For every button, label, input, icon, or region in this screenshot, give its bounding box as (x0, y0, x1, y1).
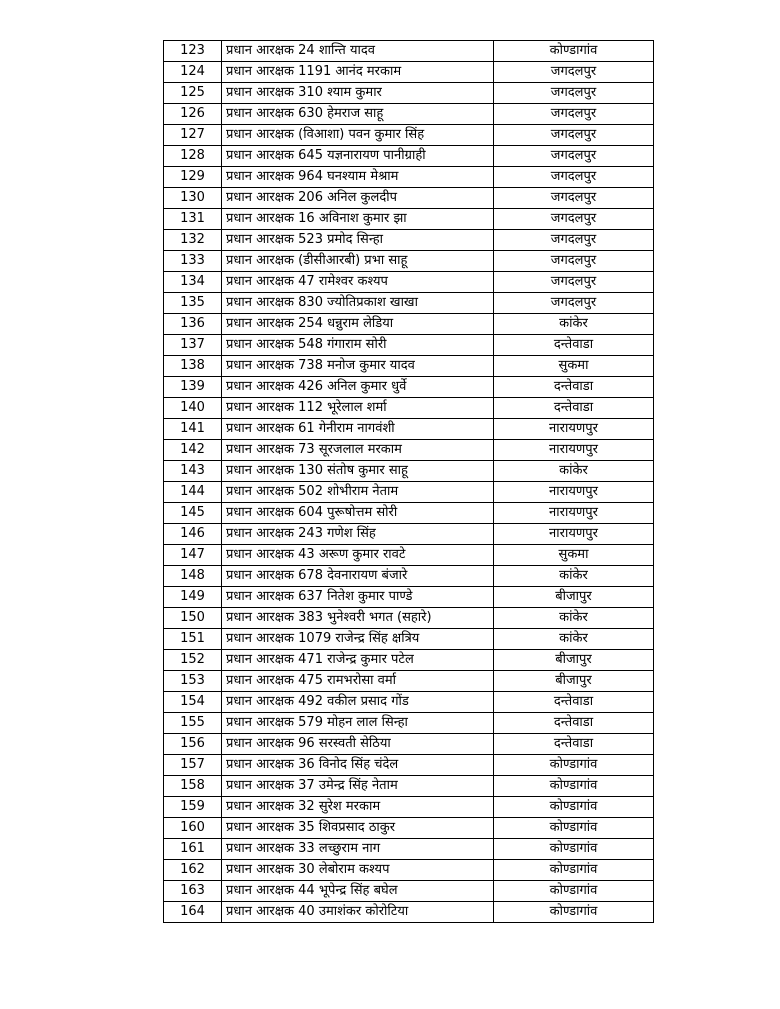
district-cell: कोण्डागांव (494, 860, 654, 881)
serial-number-cell: 128 (164, 146, 222, 167)
designation-name-cell: प्रधान आरक्षक 475 रामभरोसा वर्मा (222, 671, 494, 692)
designation-name-cell: प्रधान आरक्षक 243 गणेश सिंह (222, 524, 494, 545)
district-cell: बीजापुर (494, 587, 654, 608)
district-cell: जगदलपुर (494, 251, 654, 272)
serial-number-cell: 144 (164, 482, 222, 503)
table-row (164, 650, 654, 671)
table-row (164, 167, 654, 188)
serial-number-cell: 147 (164, 545, 222, 566)
designation-name-cell: प्रधान आरक्षक 96 सरस्वती सेठिया (222, 734, 494, 755)
table-row (164, 524, 654, 545)
serial-number-cell: 135 (164, 293, 222, 314)
designation-name-cell: प्रधान आरक्षक 32 सुरेश मरकाम (222, 797, 494, 818)
district-cell: जगदलपुर (494, 293, 654, 314)
designation-name-cell: प्रधान आरक्षक 37 उमेन्द्र सिंह नेताम (222, 776, 494, 797)
personnel-table (163, 40, 654, 923)
serial-number-cell: 138 (164, 356, 222, 377)
designation-name-cell: प्रधान आरक्षक 36 विनोद सिंह चंदेल (222, 755, 494, 776)
table-row (164, 314, 654, 335)
district-cell: दन्तेवाडा (494, 713, 654, 734)
serial-number-cell: 159 (164, 797, 222, 818)
designation-name-cell: प्रधान आरक्षक 502 शोभीराम नेताम (222, 482, 494, 503)
district-cell: कोण्डागांव (494, 797, 654, 818)
district-cell: दन्तेवाडा (494, 335, 654, 356)
table-row (164, 251, 654, 272)
serial-number-cell: 150 (164, 608, 222, 629)
table-row (164, 839, 654, 860)
designation-name-cell: प्रधान आरक्षक 964 घनश्याम मेश्राम (222, 167, 494, 188)
serial-number-cell: 126 (164, 104, 222, 125)
district-cell: कोण्डागांव (494, 839, 654, 860)
serial-number-cell: 148 (164, 566, 222, 587)
designation-name-cell: प्रधान आरक्षक 426 अनिल कुमार धुर्वे (222, 377, 494, 398)
table-row (164, 776, 654, 797)
table-row (164, 713, 654, 734)
table-row (164, 545, 654, 566)
district-cell: जगदलपुर (494, 62, 654, 83)
designation-name-cell: प्रधान आरक्षक 738 मनोज कुमार यादव (222, 356, 494, 377)
serial-number-cell: 141 (164, 419, 222, 440)
serial-number-cell: 130 (164, 188, 222, 209)
table-row (164, 125, 654, 146)
district-cell: कोण्डागांव (494, 902, 654, 923)
district-cell: कांकेर (494, 608, 654, 629)
district-cell: जगदलपुर (494, 272, 654, 293)
table-row (164, 881, 654, 902)
designation-name-cell: प्रधान आरक्षक 1079 राजेन्द्र सिंह क्षत्रिय (222, 629, 494, 650)
district-cell: नारायणपुर (494, 524, 654, 545)
serial-number-cell: 132 (164, 230, 222, 251)
district-cell: कोण्डागांव (494, 776, 654, 797)
table-row (164, 335, 654, 356)
district-cell: जगदलपुर (494, 209, 654, 230)
table-row (164, 503, 654, 524)
designation-name-cell: प्रधान आरक्षक (विआशा) पवन कुमार सिंह (222, 125, 494, 146)
designation-name-cell: प्रधान आरक्षक 40 उमाशंकर कोरोटिया (222, 902, 494, 923)
district-cell: कोण्डागांव (494, 818, 654, 839)
table-row (164, 230, 654, 251)
serial-number-cell: 156 (164, 734, 222, 755)
designation-name-cell: प्रधान आरक्षक 73 सूरजलाल मरकाम (222, 440, 494, 461)
district-cell: दन्तेवाडा (494, 398, 654, 419)
designation-name-cell: प्रधान आरक्षक 35 शिवप्रसाद ठाकुर (222, 818, 494, 839)
designation-name-cell: प्रधान आरक्षक 678 देवनारायण बंजारे (222, 566, 494, 587)
designation-name-cell: प्रधान आरक्षक 645 यज्ञनारायण पानीग्राही (222, 146, 494, 167)
district-cell: नारायणपुर (494, 503, 654, 524)
table-row (164, 419, 654, 440)
designation-name-cell: प्रधान आरक्षक 206 अनिल कुलदीप (222, 188, 494, 209)
table-row (164, 377, 654, 398)
serial-number-cell: 158 (164, 776, 222, 797)
serial-number-cell: 152 (164, 650, 222, 671)
designation-name-cell: प्रधान आरक्षक 254 धन्नुराम लेडिया (222, 314, 494, 335)
designation-name-cell: प्रधान आरक्षक 44 भूपेन्द्र सिंह बघेल (222, 881, 494, 902)
table-row (164, 860, 654, 881)
table-row (164, 461, 654, 482)
table-row (164, 755, 654, 776)
district-cell: कांकेर (494, 629, 654, 650)
designation-name-cell: प्रधान आरक्षक 130 संतोष कुमार साहू (222, 461, 494, 482)
serial-number-cell: 127 (164, 125, 222, 146)
table-row (164, 440, 654, 461)
table-row (164, 146, 654, 167)
table-row (164, 83, 654, 104)
table-row (164, 818, 654, 839)
designation-name-cell: प्रधान आरक्षक 523 प्रमोद सिन्हा (222, 230, 494, 251)
district-cell: दन्तेवाडा (494, 734, 654, 755)
serial-number-cell: 139 (164, 377, 222, 398)
district-cell: नारायणपुर (494, 440, 654, 461)
serial-number-cell: 124 (164, 62, 222, 83)
district-cell: कांकेर (494, 461, 654, 482)
designation-name-cell: प्रधान आरक्षक 1191 आनंद मरकाम (222, 62, 494, 83)
district-cell: जगदलपुर (494, 188, 654, 209)
serial-number-cell: 146 (164, 524, 222, 545)
serial-number-cell: 143 (164, 461, 222, 482)
designation-name-cell: प्रधान आरक्षक 383 भुनेश्वरी भगत (सहारे) (222, 608, 494, 629)
district-cell: जगदलपुर (494, 167, 654, 188)
table-row (164, 566, 654, 587)
serial-number-cell: 142 (164, 440, 222, 461)
table-row (164, 902, 654, 923)
table-row (164, 188, 654, 209)
table-row (164, 398, 654, 419)
designation-name-cell: प्रधान आरक्षक 310 श्याम कुमार (222, 83, 494, 104)
serial-number-cell: 129 (164, 167, 222, 188)
district-cell: बीजापुर (494, 650, 654, 671)
serial-number-cell: 160 (164, 818, 222, 839)
table-row (164, 629, 654, 650)
district-cell: कांकेर (494, 314, 654, 335)
serial-number-cell: 131 (164, 209, 222, 230)
table-row (164, 293, 654, 314)
designation-name-cell: प्रधान आरक्षक 30 लेबोराम कश्यप (222, 860, 494, 881)
serial-number-cell: 153 (164, 671, 222, 692)
table-row (164, 41, 654, 62)
serial-number-cell: 161 (164, 839, 222, 860)
table-row (164, 671, 654, 692)
serial-number-cell: 140 (164, 398, 222, 419)
serial-number-cell: 155 (164, 713, 222, 734)
district-cell: दन्तेवाडा (494, 377, 654, 398)
table-row (164, 734, 654, 755)
designation-name-cell: प्रधान आरक्षक 548 गंगाराम सोरी (222, 335, 494, 356)
designation-name-cell: प्रधान आरक्षक 471 राजेन्द्र कुमार पटेल (222, 650, 494, 671)
district-cell: नारायणपुर (494, 482, 654, 503)
district-cell: बीजापुर (494, 671, 654, 692)
district-cell: जगदलपुर (494, 125, 654, 146)
serial-number-cell: 149 (164, 587, 222, 608)
designation-name-cell: प्रधान आरक्षक 830 ज्योतिप्रकाश खाखा (222, 293, 494, 314)
designation-name-cell: प्रधान आरक्षक 637 नितेश कुमार पाण्डे (222, 587, 494, 608)
district-cell: कोण्डागांव (494, 41, 654, 62)
designation-name-cell: प्रधान आरक्षक 630 हेमराज साहू (222, 104, 494, 125)
table-row (164, 209, 654, 230)
designation-name-cell: प्रधान आरक्षक 604 पुरूषोत्तम सोरी (222, 503, 494, 524)
district-cell: सुकमा (494, 356, 654, 377)
serial-number-cell: 145 (164, 503, 222, 524)
table-row (164, 608, 654, 629)
district-cell: कोण्डागांव (494, 881, 654, 902)
table-row (164, 692, 654, 713)
district-cell: दन्तेवाडा (494, 692, 654, 713)
serial-number-cell: 163 (164, 881, 222, 902)
designation-name-cell: प्रधान आरक्षक 43 अरूण कुमार रावटे (222, 545, 494, 566)
table-row (164, 482, 654, 503)
serial-number-cell: 125 (164, 83, 222, 104)
designation-name-cell: प्रधान आरक्षक 112 भूरेलाल शर्मा (222, 398, 494, 419)
serial-number-cell: 157 (164, 755, 222, 776)
district-cell: जगदलपुर (494, 146, 654, 167)
designation-name-cell: प्रधान आरक्षक 47 रामेश्वर कश्यप (222, 272, 494, 293)
designation-name-cell: प्रधान आरक्षक (डीसीआरबी) प्रभा साहू (222, 251, 494, 272)
serial-number-cell: 154 (164, 692, 222, 713)
district-cell: जगदलपुर (494, 230, 654, 251)
designation-name-cell: प्रधान आरक्षक 16 अविनाश कुमार झा (222, 209, 494, 230)
designation-name-cell: प्रधान आरक्षक 579 मोहन लाल सिन्हा (222, 713, 494, 734)
table-row (164, 797, 654, 818)
district-cell: सुकमा (494, 545, 654, 566)
serial-number-cell: 137 (164, 335, 222, 356)
district-cell: कांकेर (494, 566, 654, 587)
designation-name-cell: प्रधान आरक्षक 492 वकील प्रसाद गोंड (222, 692, 494, 713)
table-body (164, 41, 654, 923)
serial-number-cell: 164 (164, 902, 222, 923)
serial-number-cell: 134 (164, 272, 222, 293)
designation-name-cell: प्रधान आरक्षक 61 गेनीराम नागवंशी (222, 419, 494, 440)
district-cell: नारायणपुर (494, 419, 654, 440)
district-cell: कोण्डागांव (494, 755, 654, 776)
serial-number-cell: 123 (164, 41, 222, 62)
table-row (164, 104, 654, 125)
serial-number-cell: 162 (164, 860, 222, 881)
serial-number-cell: 133 (164, 251, 222, 272)
designation-name-cell: प्रधान आरक्षक 33 लच्छुराम नाग (222, 839, 494, 860)
table-row (164, 356, 654, 377)
table-row (164, 272, 654, 293)
serial-number-cell: 151 (164, 629, 222, 650)
district-cell: जगदलपुर (494, 83, 654, 104)
table-row (164, 587, 654, 608)
designation-name-cell: प्रधान आरक्षक 24 शान्ति यादव (222, 41, 494, 62)
district-cell: जगदलपुर (494, 104, 654, 125)
serial-number-cell: 136 (164, 314, 222, 335)
table-row (164, 62, 654, 83)
